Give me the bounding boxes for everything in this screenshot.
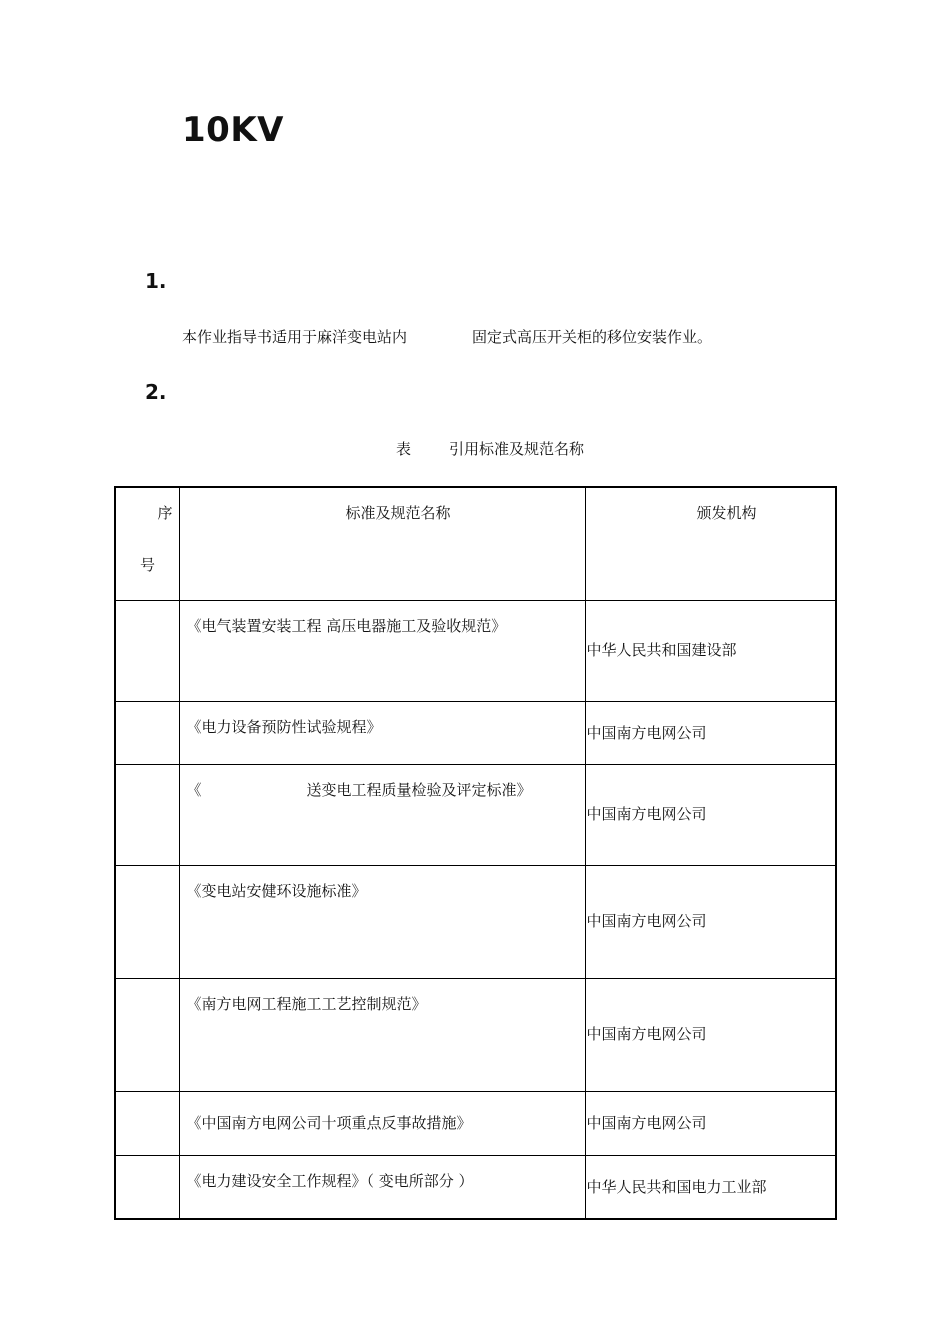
name-cell	[179, 765, 585, 866]
table-row	[115, 979, 836, 1092]
standard-name: 《电气装置安装工程 高压电器施工及验收规范》	[186, 617, 507, 635]
standard-name-open-bracket: 《	[186, 781, 202, 799]
scope-text-part1: 本作业指导书适用于麻洋变电站内	[182, 328, 408, 346]
header-org-cell	[585, 487, 836, 601]
header-name: 标准及规范名称	[345, 504, 451, 522]
issuing-org: 中国南方电网公司	[586, 912, 707, 930]
org-cell	[585, 866, 836, 979]
seq-cell	[115, 866, 179, 979]
seq-cell	[115, 979, 179, 1092]
scope-text-part2: 固定式高压开关柜的移位安装作业。	[472, 328, 713, 346]
document-title: 10KV	[182, 110, 284, 150]
header-seq-top: 序	[157, 504, 173, 522]
org-cell	[585, 1092, 836, 1156]
seq-cell	[115, 702, 179, 765]
table-caption-title: 引用标准及规范名称	[449, 440, 585, 458]
standard-name: 《电力设备预防性试验规程》	[186, 718, 382, 736]
org-cell	[585, 702, 836, 765]
table-row	[115, 866, 836, 979]
standard-name: 送变电工程质量检验及评定标准》	[306, 781, 532, 799]
standards-table	[114, 486, 837, 1220]
issuing-org: 中国南方电网公司	[586, 1114, 707, 1132]
table-row	[115, 1092, 836, 1156]
standard-name: 《电力建设安全工作规程》（ 变电所部分 ）	[186, 1172, 474, 1190]
table-caption-label: 表	[396, 440, 412, 458]
table-row	[115, 702, 836, 765]
org-cell	[585, 979, 836, 1092]
header-org: 颁发机构	[696, 504, 757, 522]
name-cell	[179, 1092, 585, 1156]
name-cell	[179, 702, 585, 765]
name-cell	[179, 1156, 585, 1219]
standard-name: 《南方电网工程施工工艺控制规范》	[186, 995, 427, 1013]
table-row	[115, 765, 836, 866]
issuing-org: 中国南方电网公司	[586, 724, 707, 742]
section-2-number: 2.	[145, 380, 167, 404]
table-header-row	[115, 487, 836, 601]
standard-name: 《变电站安健环设施标准》	[186, 882, 367, 900]
seq-cell	[115, 765, 179, 866]
org-cell	[585, 1156, 836, 1219]
issuing-org: 中华人民共和国电力工业部	[586, 1178, 767, 1196]
name-cell	[179, 979, 585, 1092]
name-cell	[179, 866, 585, 979]
seq-cell	[115, 601, 179, 702]
org-cell	[585, 765, 836, 866]
standard-name: 《中国南方电网公司十项重点反事故措施》	[186, 1114, 472, 1132]
issuing-org: 中国南方电网公司	[586, 805, 707, 823]
header-name-cell	[179, 487, 585, 601]
header-seq-cell	[115, 487, 179, 601]
issuing-org: 中国南方电网公司	[586, 1025, 707, 1043]
seq-cell	[115, 1156, 179, 1219]
header-seq-bottom: 号	[140, 556, 156, 574]
issuing-org: 中华人民共和国建设部	[586, 641, 737, 659]
org-cell	[585, 601, 836, 702]
seq-cell	[115, 1092, 179, 1156]
name-cell	[179, 601, 585, 702]
table-row	[115, 601, 836, 702]
table-row	[115, 1156, 836, 1219]
section-1-number: 1.	[145, 269, 167, 293]
